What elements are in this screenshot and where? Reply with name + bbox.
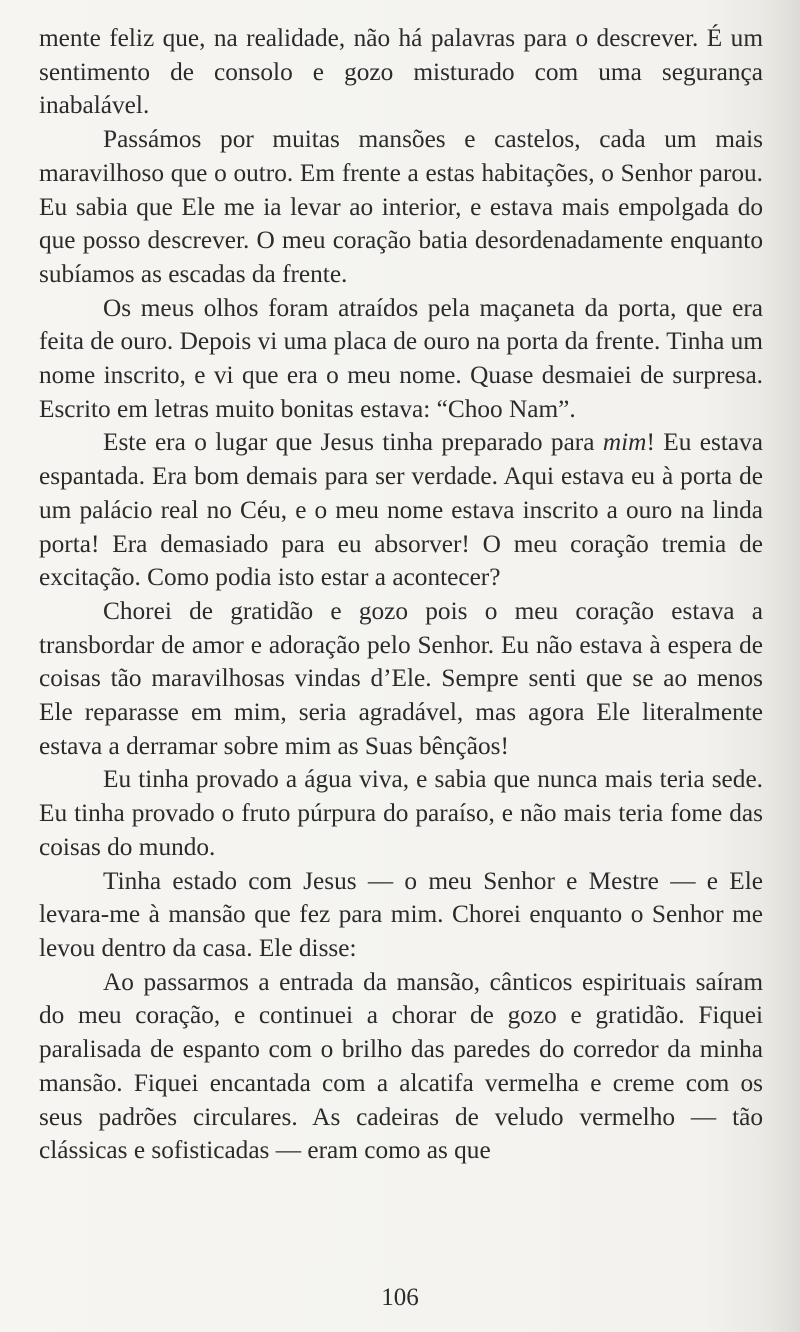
paragraph: Chorei de gratidão e gozo pois o meu coração estava a transbordar de amor e adoração pelo Senhor. Eu não estava à espera de coisas tão maravilhosas vindas d’Ele. Sempre senti que se ao menos Ele reparasse em mim, seria agradável, mas agora Ele literalmente estava a derramar sobre mim as Suas bênçãos! [39,596,763,760]
paragraph-continued: mente feliz que, na realidade, não há palavras para o descrever. É um sentimento de consolo e gozo misturado com uma segurança inabalável. [39,24,763,120]
text-span: ! Eu [646,428,700,457]
paragraph-with-emphasis [39,426,763,595]
text-span: Este era o lugar que Jesus tinha preparado para [103,428,603,457]
page-number: 106 [381,1284,419,1311]
paragraph: Os meus olhos foram atraídos pela maçaneta da porta, que era feita de ouro. Depois vi uma placa de ouro na porta da frente. Tinha um nome inscrito, e vi que era o meu nome. Quase desmaiei de surpresa. Escrito em letras muito bonitas estava: “Choo Nam”. [39,293,763,423]
paragraph: Eu tinha provado a água viva, e sabia que nunca mais teria sede. Eu tinha provado o fruto púrpura do paraíso, e não mais teria fome das coisas do mundo. [39,765,763,861]
text-span: estava espantada. Era bom demais para ser verdade. Aqui estava eu à porta de um palácio real no Céu, e o meu nome estava inscrito a ouro na linda porta! Era demasiado para eu absorver! O meu coração tremia de excitação. Como podia isto estar a acontecer? [39,428,763,592]
body-text [39,22,763,1168]
emphasized-word: mim [602,428,647,457]
paragraph: Tinha estado com Jesus — o meu Senhor e Mestre — e Ele levara-me à mansão que fez para mim. Chorei enquanto o Senhor me levou dentro da casa. Ele disse: [39,866,763,962]
paragraph: Ao passarmos a entrada da mansão, cânticos espirituais saíram do meu coração, e continuei a chorar de gozo e gratidão. Fiquei paralisada de espanto com o brilho das paredes do corredor da minha mansão. Fiquei encantada com a alcatifa vermelha e creme com os seus padrões circulares. As cadeiras de veludo vermelho — tão clássicas e sofisticadas — eram como as que [39,967,763,1165]
paragraph: Passámos por muitas mansões e castelos, cada um mais maravilhoso que o outro. Em frente a estas habitações, o Senhor parou. Eu sabia que Ele me ia levar ao interior, e estava mais empolgada do que posso descrever. O meu coração batia desordenadamente enquanto subíamos as escadas da frente. [39,125,763,288]
